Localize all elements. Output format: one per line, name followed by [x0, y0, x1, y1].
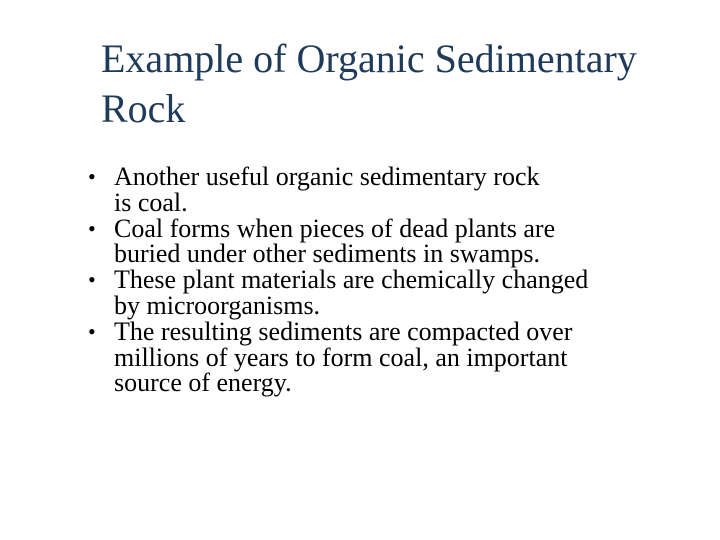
bullet-text-line: is coal.	[114, 187, 188, 217]
bullet-dot-icon: •	[88, 215, 96, 241]
bullet-item	[0, 316, 720, 398]
bullet-dot-icon: •	[88, 267, 96, 293]
bullet-item	[0, 164, 720, 216]
bullet-item	[0, 213, 720, 269]
bullet-text-line: Another useful organic sedimentary rock	[114, 162, 540, 191]
bullet-dot-icon: •	[88, 164, 96, 189]
slide-title	[101, 34, 701, 134]
bullet-text-line: by microorganisms.	[114, 290, 321, 320]
bullet-text-line: millions of years to form coal, an important	[114, 342, 568, 372]
slide-title-line: Rock	[101, 86, 186, 131]
bullet-dot-icon: •	[88, 318, 96, 344]
slide-title-line: Example of Organic Sedimentary	[101, 36, 637, 81]
bullet-text-line: source of energy.	[114, 368, 292, 398]
bullet-item	[0, 267, 720, 319]
bullet-text-line: The resulting sediments are compacted over	[114, 316, 573, 346]
bullet-text-line: Coal forms when pieces of dead plants are	[114, 213, 556, 243]
bullet-text-line: buried under other sediments in swamps.	[114, 239, 541, 269]
bullet-list	[0, 164, 720, 396]
bullet-text-line: These plant materials are chemically changed	[114, 265, 589, 295]
